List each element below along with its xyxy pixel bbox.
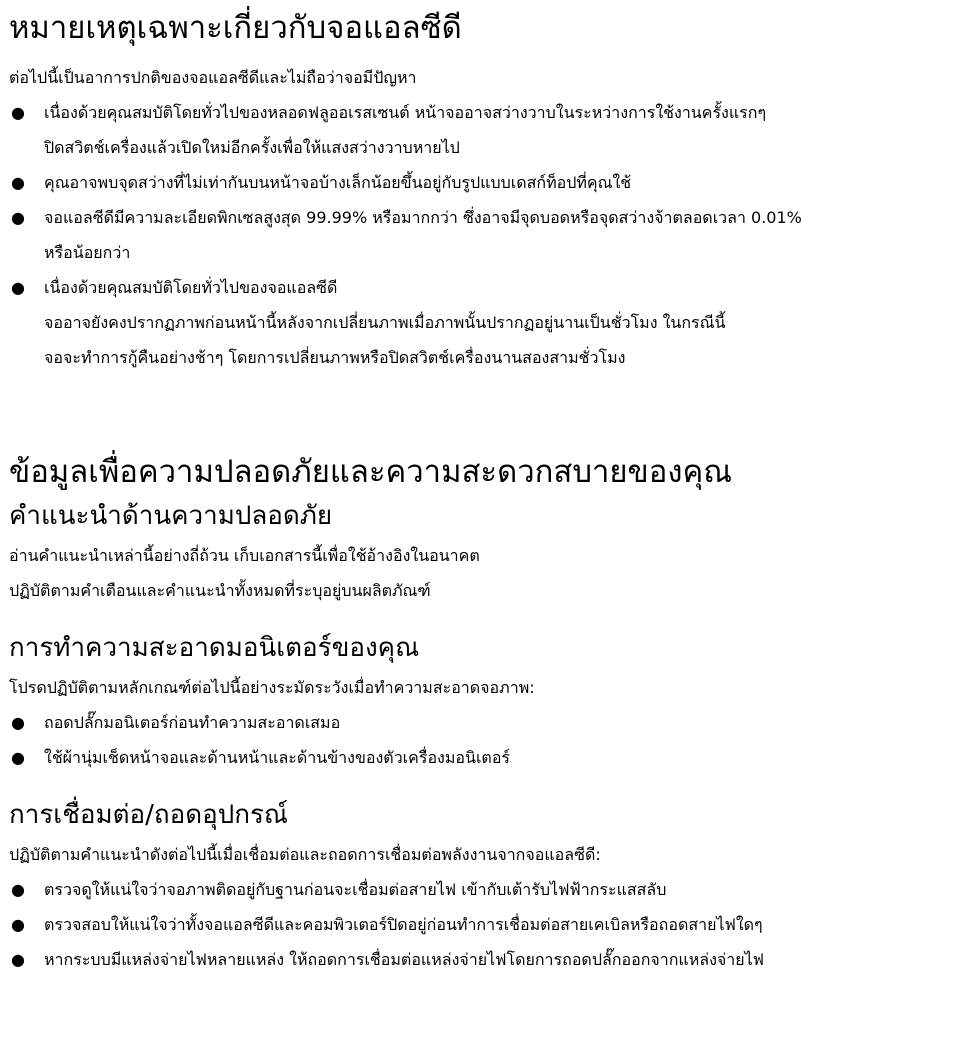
list-item bbox=[9, 270, 962, 375]
bullet-icon: ● bbox=[11, 915, 25, 934]
list-item-line: จอแอลซีดีมีความละเอียดพิกเซลสูงสุด 99.99% หรือมากกว่า ซึ่งอาจมีจุดบอดหรือจุดสว่างจ้าตลอดเวลา 0.01% bbox=[44, 208, 802, 227]
cleaning-intro: โปรดปฏิบัติตามหลักเกณฑ์ต่อไปนี้อย่างระมัดระวังเมื่อทำความสะอาดจอภาพ: bbox=[9, 678, 535, 697]
bullet-icon: ● bbox=[11, 748, 25, 767]
list-item-line: ปิดสวิตช์เครื่องแล้วเปิดใหม่อีกครั้งเพื่อให้แสงสว่างวาบหายไป bbox=[44, 138, 460, 157]
list-item bbox=[9, 200, 962, 270]
list-item bbox=[9, 740, 962, 775]
bullet-icon: ● bbox=[11, 880, 25, 899]
bullet-icon: ● bbox=[11, 278, 25, 297]
lcd-notes-list bbox=[9, 95, 962, 375]
list-item bbox=[9, 95, 962, 165]
bullet-icon: ● bbox=[11, 950, 25, 969]
list-item-line: ถอดปลั๊กมอนิเตอร์ก่อนทำความสะอาดเสมอ bbox=[44, 713, 341, 732]
bullet-icon: ● bbox=[11, 173, 25, 192]
lcd-notes-heading: หมายเหตุเฉพาะเกี่ยวกับจอแอลซีดี bbox=[9, 10, 462, 46]
cleaning-heading: การทำความสะอาดมอนิเตอร์ของคุณ bbox=[9, 633, 420, 663]
lcd-notes-intro: ต่อไปนี้เป็นอาการปกติของจอแอลซีดีและไม่ถือว่าจอมีปัญหา bbox=[9, 68, 417, 87]
list-item-line: ตรวจสอบให้แน่ใจว่าทั้งจอแอลซีดีและคอมพิวเตอร์ปิดอยู่ก่อนทำการเชื่อมต่อสายเคเบิลหรือถอดสายไฟใดๆ bbox=[44, 915, 763, 934]
list-item-line: หรือน้อยกว่า bbox=[44, 243, 131, 262]
list-item-line: เนื่องด้วยคุณสมบัติโดยทั่วไปของหลอดฟลูออเรสเซนต์ หน้าจออาจสว่างวาบในระหว่างการใช้งานครั้งแรกๆ bbox=[44, 103, 767, 122]
list-item-line: จออาจยังคงปรากฏภาพก่อนหน้านี้หลังจากเปลี่ยนภาพเมื่อภาพนั้นปรากฏอยู่นานเป็นชั่วโมง ในกรณีนี้ bbox=[44, 313, 726, 332]
list-item-line: เนื่องด้วยคุณสมบัติโดยทั่วไปของจอแอลซีดี bbox=[44, 278, 338, 297]
safety-instructions-line: ปฏิบัติตามคำเตือนและคำแนะนำทั้งหมดที่ระบุอยู่บนผลิตภัณฑ์ bbox=[9, 581, 431, 600]
list-item-line: หากระบบมีแหล่งจ่ายไฟหลายแหล่ง ให้ถอดการเชื่อมต่อแหล่งจ่ายไฟโดยการถอดปลั๊กออกจากแหล่งจ่ายไฟ bbox=[44, 950, 765, 969]
safety-instructions-line: อ่านคำแนะนำเหล่านี้อย่างถี่ถ้วน เก็บเอกสารนี้เพื่อใช้อ้างอิงในอนาคต bbox=[9, 546, 480, 565]
cleaning-list bbox=[9, 705, 962, 775]
list-item-line: คุณอาจพบจุดสว่างที่ไม่เท่ากันบนหน้าจอบ้างเล็กน้อยขึ้นอยู่กับรูปแบบเดสก์ท็อปที่คุณใช้ bbox=[44, 173, 632, 192]
list-item-line: จอจะทำการกู้คืนอย่างช้าๆ โดยการเปลี่ยนภาพหรือปิดสวิตช์เครื่องนานสองสามชั่วโมง bbox=[44, 348, 626, 367]
connecting-list bbox=[9, 872, 962, 977]
connecting-heading: การเชื่อมต่อ/ถอดอุปกรณ์ bbox=[9, 800, 289, 830]
list-item bbox=[9, 907, 962, 942]
connecting-intro: ปฏิบัติตามคำแนะนำดังต่อไปนี้เมื่อเชื่อมต่อและถอดการเชื่อมต่อพลังงานจากจอแอลซีดี: bbox=[9, 845, 601, 864]
bullet-icon: ● bbox=[11, 713, 25, 732]
safety-section bbox=[9, 452, 962, 977]
list-item bbox=[9, 705, 962, 740]
list-item bbox=[9, 165, 962, 200]
bullet-icon: ● bbox=[11, 208, 25, 227]
lcd-notes-section bbox=[9, 0, 962, 375]
safety-heading: ข้อมูลเพื่อความปลอดภัยและความสะดวกสบายของคุณ bbox=[9, 454, 733, 490]
list-item bbox=[9, 942, 962, 977]
list-item bbox=[9, 872, 962, 907]
list-item-line: ใช้ผ้านุ่มเช็ดหน้าจอและด้านหน้าและด้านข้างของตัวเครื่องมอนิเตอร์ bbox=[44, 748, 511, 767]
list-item-line: ตรวจดูให้แน่ใจว่าจอภาพติดอยู่กับฐานก่อนจะเชื่อมต่อสายไฟ เข้ากับเต้ารับไฟฟ้ากระแสสลับ bbox=[44, 880, 667, 899]
safety-instructions-heading: คำแนะนำด้านความปลอดภัย bbox=[9, 501, 333, 531]
bullet-icon: ● bbox=[11, 103, 25, 122]
